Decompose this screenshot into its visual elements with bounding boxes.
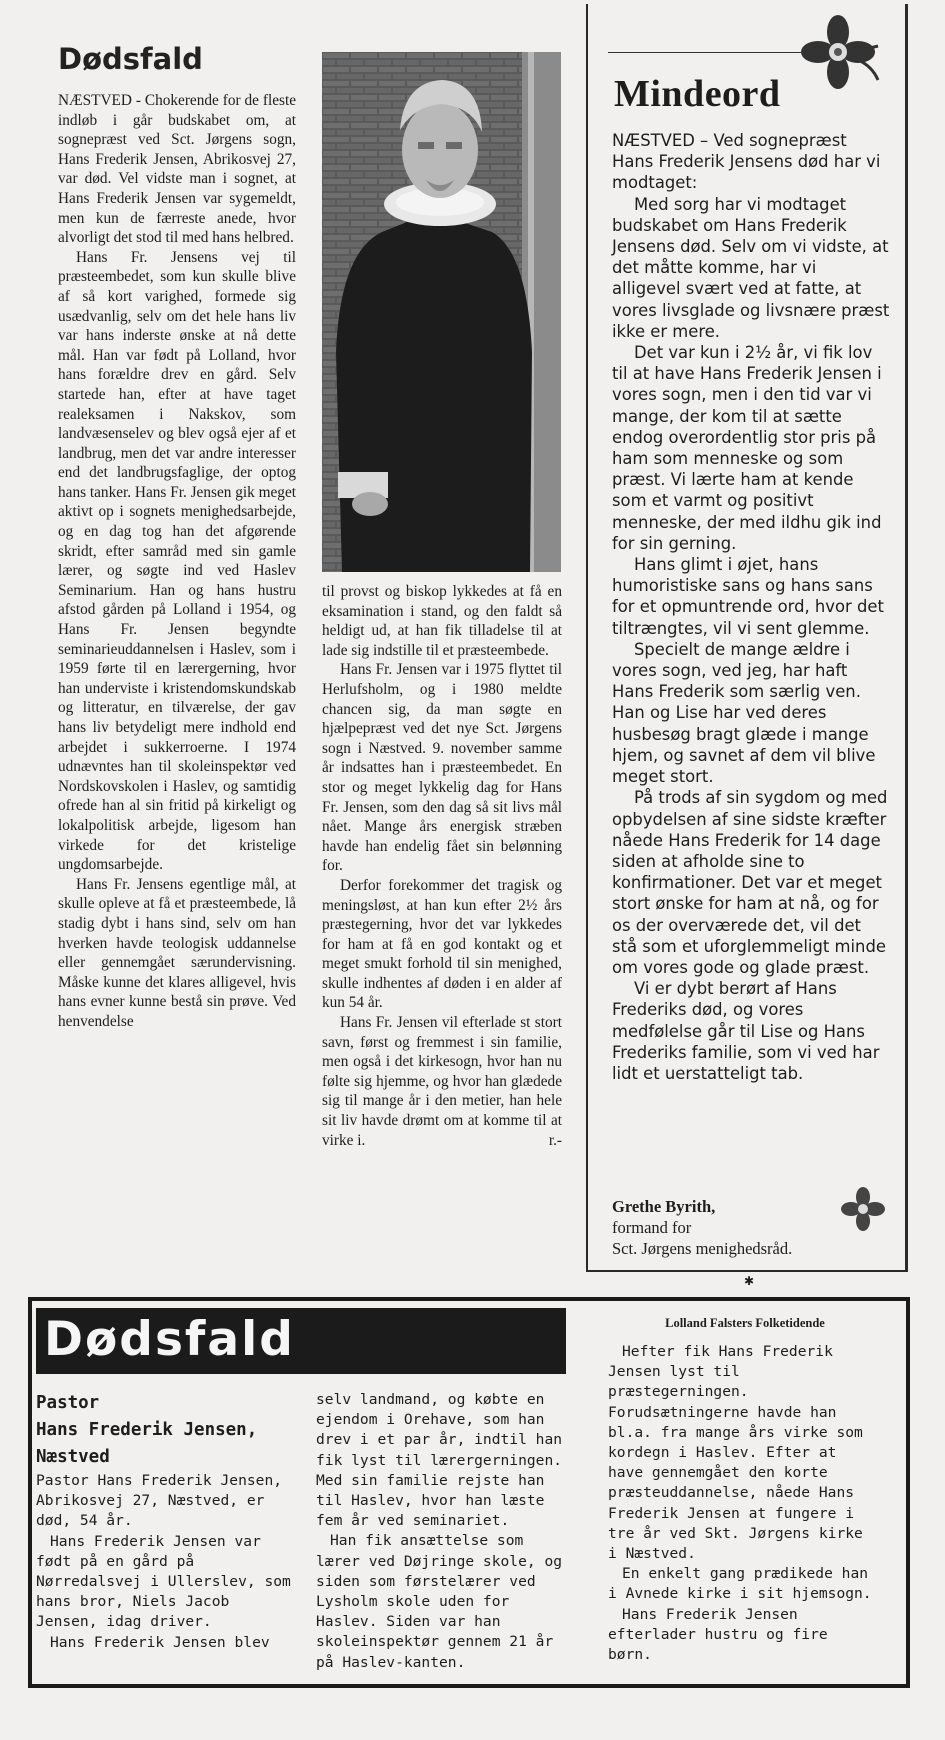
article1-paragraph: Hans Fr. Jensen vil efterlade st stort savn, først og fremmest i sin familie, men også i det kirkesogn, hvor han nu følte sig hjemme, og hvor han glædede sig til mange år i den metier, han hele sit liv havde drømt om at komme til at virke i.: [322, 1014, 562, 1149]
article3-banner-title: Dødsfald: [44, 1312, 295, 1367]
article2-paragraph: På trods af sin sygdom og med opbydelsen af sine sidste kræfter nåede Hans Frederik for 14 dage siden at afholde sine to konfirmationer. Det var et meget stort ønske for ham at nå, og for os der overværede det, vil det stå som et uforglemmeligt minde om vores gode og glade præst.: [612, 788, 888, 977]
article2-paragraph: Med sorg har vi modtaget budskabet om Hans Frederik Jensens død. Selv om vi vidste, at det måtte komme, har vi alligevel svært ved at fatte, at vores livsglade og livsnære præst ikke er mere.: [612, 194, 890, 341]
article1-column-1: [58, 91, 296, 1032]
article2-title: Mindeord: [614, 73, 781, 115]
flower-ornament-icon: [796, 10, 880, 99]
article1-title: Dødsfald: [58, 42, 203, 76]
article1-paragraph: Derfor forekommer det tragisk og meningsløst, at han kun efter 2½ års præstegerning, hvor det var lykkedes for ham at få en god kontakt og et meget smukt forhold til sin menighed, skulle indhentes af døden i en alder af kun 54 år.: [322, 876, 562, 1012]
article1-paragraph: Hans Fr. Jensen var i 1975 flyttet til Herlufsholm, og i 1980 meldte chancen sig, da man søgte en hjælpepræst ved det nye Sct. Jørgens sogn i Næstved. 9. november samme år indsattes han i præsteembedet. En stor og meget lykkelig dag for Hans Fr. Jensen, som den dag så sit livs mål nået. Mange års energisk stræben havde han endelig fået sin belønning for.: [322, 661, 562, 875]
article3-heading-line: Næstved: [36, 1447, 110, 1467]
article2-paragraph: Hans glimt i øjet, hans humoristiske sans og hans sans for et opmuntrende ord, hvor det tiltrængtes, vil vi sent glemme.: [612, 555, 884, 638]
article3-source: Lolland Falsters Folketidende: [665, 1316, 825, 1330]
mindeord-box-right-rule: [905, 4, 908, 1272]
article1-column-2: [322, 582, 562, 1151]
article3-paragraph: Hans Frederik Jensen efterlader hustru og fire børn.: [608, 1605, 828, 1664]
article1-paragraph: NÆSTVED - Chokerende for de fleste indløb i går budskabet om, at sognepræst ved Sct. Jørgens sogn, Hans Frederik Jensen, Abrikosvej 27, var død. Vel vidste man i sognet, at Hans Frederik Jensen var sygemeldt, men kun de færreste anede, hvor alvorligt det stod til med hans helbred.: [58, 92, 296, 247]
article2-paragraph: Det var kun i 2½ år, vi fik lov til at have Hans Frederik Jensen i vores sogn, men i den tid var vi mange, der kom til at sætte endog overordentlig stor pris på ham som menneske og som præst. Vi lærte ham at kende som et varmt og positivt menneske, der med ildhu gik ind for sin gerning.: [612, 343, 882, 553]
portrait-drawing: [322, 52, 561, 572]
signature-title: formand for: [612, 1218, 692, 1237]
article1-byline: r.-: [548, 1132, 562, 1150]
article2-paragraph: Specielt de mange ældre i vores sogn, ved jeg, har haft Hans Frederik som særlig ven. Han og Lise har ved deres husbesøg bragt glæde i mange hjem, og savnet af dem vil blive meget stort.: [612, 639, 876, 787]
small-flower-icon: [838, 1184, 888, 1239]
article1-paragraph: Hans Fr. Jensens vej til præsteembedet, som kun skulle blive af så kort varighed, formede sig usædvanlig, selv om det hele hans liv var hans inderste ønske at nå dette mål. Han var født på Lolland, hvor hans forældre drev en gård. Selv startede han, efter at have taget realeksamen i Nakskov, som landvæsenselev og blev også ejer af et landbrug, men det var andre interesser end det landbrugsfaglige, der optog hans tanker. Hans Fr. Jensen gik meget aktivt op i sognets menighedsarbejde, og en dag tog han det afgørende skridt, efter samråd med sin gamle lærer, og søgte ind ved Haslev Seminarium. Han og hans hustru afstod gården på Lolland i 1954, og Hans Fr. Jensen begyndte seminarieuddannelsen i Haslev, som i 1959 førte til en lærergerning, hvor han underviste i kristendomskundskab og litteratur, en tilværelse, der gav hans liv betydeligt mere indhold end arbejdet i sukkerroerne. I 1974 udnævntes han til skoleinspektør ved Nordskovskolen i Haslev, og samtidig ofrede han al sin fritid på kirkeligt og lokalpolitisk arbejde, ligesom han virkede for det kristelige ungdomsarbejde.: [58, 248, 296, 874]
article3-paragraph: Hans Frederik Jensen blev: [50, 1633, 270, 1651]
article2-paragraph: NÆSTVED – Ved sognepræst Hans Frederik Jensens død har vi modtaget:: [612, 131, 881, 193]
article1-paragraph: til provst og biskop lykkedes at få en eksamination i stand, og den faldt så heldigt ud, at han fik tilladelse til at lade sig indstille til et præsteembede.: [322, 583, 562, 659]
article3-paragraph: Hans Frederik Jensen var født på en gård på Nørredalsvej i Ullerslev, som hans bror, Niels Jacob Jensen, idag driver.: [36, 1532, 291, 1631]
article3-paragraph: Hefter fik Hans Frederik Jensen lyst til præstegerningen. Forudsætningerne havde han bl.a. fra mange års virke som kordegn i Haslev. Efter at have gennemgået den korte præsteuddannelse, nåede Hans Frederik Jensen at fungere i tre år ved Skt. Jørgens kirke i Næstved.: [608, 1343, 863, 1563]
article1-paragraph: Hans Fr. Jensens egentlige mål, at skulle opleve at få et præsteembede, lå stadig dybt i hans sind, selv om han hverken havde teologisk uddannelse eller gennemgået særundervisning. Måske kunne det klares alligevel, hvis hans evner kunne bestå sin prøve. Ved henvendelse: [58, 875, 296, 1030]
article3-paragraph: selv landmand, og købte en ejendom i Orehave, som han drev i et par år, indtil han fik lyst til lærergerningen. Med sin familie rejste han til Haslev, hvor han læste fem år ved seminariet.: [316, 1391, 563, 1530]
mindeord-box-left-rule: [586, 4, 588, 1272]
article2-body: [612, 130, 890, 1084]
article3-paragraph: En enkelt gang prædikede han i Avnede kirke i sit hjemsogn.: [608, 1565, 872, 1603]
signature-organization: Sct. Jørgens menighedsråd.: [612, 1239, 793, 1258]
article3-paragraph: Han fik ansættelse som lærer ved Døjringe skole, og siden som førstelærer ved Lysholm skole uden for Haslev. Siden var han skoleinspektør gennem 21 år på Haslev-kanten.: [316, 1532, 563, 1671]
article3-heading: [36, 1390, 298, 1471]
mindeord-box-bottom-rule: [586, 1270, 908, 1272]
article3-heading-line: Hans Frederik Jensen,: [36, 1420, 258, 1440]
pastor-portrait-photo: [322, 52, 561, 572]
article3-column-1: [36, 1390, 298, 1653]
article2-signature: [612, 1196, 872, 1259]
article3-column-3: [608, 1342, 878, 1665]
article3-column-2: [316, 1390, 568, 1673]
article2-paragraph: Vi er dybt berørt af Hans Frederiks død, og vores medfølelse går til Lise og Hans Frederiks familie, som vi ved har lidt et uerstatteligt tab.: [612, 979, 880, 1083]
article3-paragraph: Pastor Hans Frederik Jensen, Abrikosvej 27, Næstved, er død, 54 år.: [36, 1472, 283, 1530]
article3-banner: [36, 1308, 566, 1374]
star-mark-icon: ✱: [744, 1274, 755, 1288]
article3-heading-line: Pastor: [36, 1393, 100, 1413]
mindeord-top-rule: [608, 52, 808, 53]
signature-name: Grethe Byrith,: [612, 1197, 716, 1216]
